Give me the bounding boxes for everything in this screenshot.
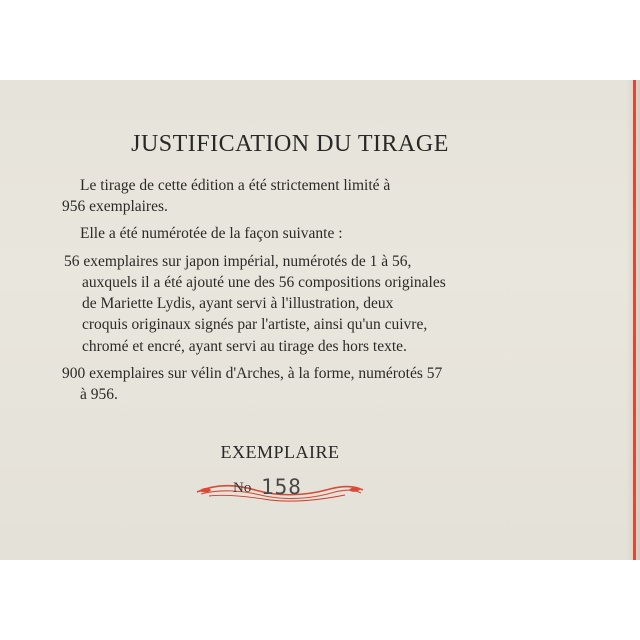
numbering-intro: Elle a été numérotée de la façon suivante :	[80, 225, 343, 242]
copy-number-value: 158	[261, 475, 302, 499]
velin-line-2: à 956.	[80, 386, 118, 403]
book-page	[0, 80, 640, 560]
copy-number-block	[195, 472, 365, 508]
japon-line-3: de Mariette Lydis, ayant servi à l'illustration, deux	[82, 295, 394, 312]
limit-line-1: Le tirage de cette édition a été strictement limité à	[80, 177, 391, 194]
japon-line-4: croquis originaux signés par l'artiste, ainsi qu'un cuivre,	[82, 316, 428, 333]
japon-line-5: chromé et encré, ayant servi au tirage des hors texte.	[82, 338, 407, 355]
numero-abbrev: No	[233, 480, 252, 496]
exemplaire-label: EXEMPLAIRE	[220, 442, 340, 462]
limit-line-2: 956 exemplaires.	[62, 198, 168, 215]
red-page-edge	[633, 80, 636, 560]
page-title: JUSTIFICATION DU TIRAGE	[131, 131, 449, 157]
japon-line-1: 56 exemplaires sur japon impérial, numérotés de 1 à 56,	[64, 253, 412, 270]
velin-line-1: 900 exemplaires sur vélin d'Arches, à la forme, numérotés 57	[62, 365, 443, 382]
japon-line-2: auxquels il a été ajouté une des 56 compositions originales	[82, 274, 446, 291]
